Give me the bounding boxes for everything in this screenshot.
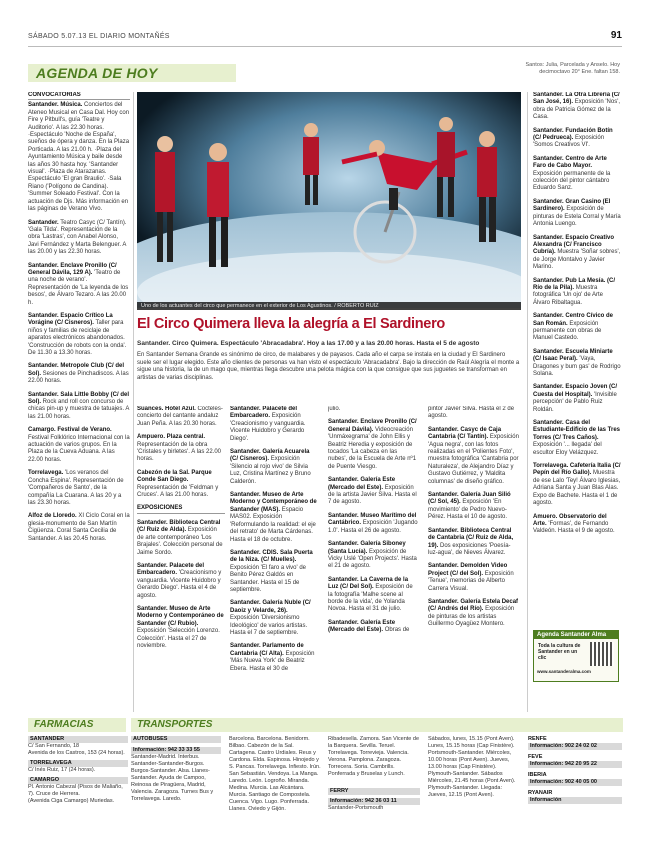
- service-item: IBERIA Información: 902 40 05 00: [528, 772, 622, 786]
- ferry-info: Información: 942 36 03 11: [328, 798, 420, 805]
- section-title: AGENDA DE HOY: [36, 65, 158, 81]
- photo-caption: Uno de los actuantes del circo que permanece en el exterior de Los Agustinos. / ROBERTO RUIZ: [137, 302, 521, 310]
- list-item: Santander. Galería Estela Decaf (C/ Andrés del Río). Exposición de pinturas de los artistas Guillermo Oyagüez Montero.: [428, 598, 519, 628]
- column-3: [230, 406, 318, 712]
- list-item: Santander. Teatro Casyc (C/ Tantín). 'Gala Tilda'. Representación de la obra 'Lastras', con Anabel Alonso, Javi Fernández y Marta Belenguer. A las 20.00 y las 22.30 horas.: [28, 219, 127, 256]
- list-item: Santander. Enclave Pronillo (C/ General Dávila, 129 A). 'Teatro de una noche de verano'. Representación de 'La leyenda de los besos', de Álvaro Tezaro. A las 20.00 h.: [28, 262, 129, 306]
- list-item: Santander. Demolden Video Project (C/ del Sol). Exposición 'Tenue', memorias de Alberto Carrera Visual.: [428, 563, 514, 592]
- column-divider: [133, 92, 134, 712]
- ad-title: Agenda Santander Alma: [534, 631, 618, 639]
- list-item: Santander. Galería Este (Mercado del Este). Exposición de la artista Javier Silva. Hasta el 7 de agosto.: [328, 477, 417, 506]
- column-4: [328, 406, 418, 712]
- column-5: [428, 406, 520, 712]
- service-item: RYANAIR Información: [528, 790, 622, 804]
- list-item: Santander. Música. Conciertos del Ateneo Musical en Casa Dal. Hoy con Fire y Pitbull's, guía 'Teatre y Auditorio'. A las 22.30 horas. ·Espectáculo 'Noche de España', sueños de ópera y danza. En la Plaza Porticada. A las 21.00 h. ·Plaza del Ayuntamiento Música y baile desde las años 30 hasta hoy. 'Santander visual'. ·Plaza de Atarazanas. Espectáculo 'El gran Braulio'. ·Sala Riano ('Polígono de Candina). 'Summer Soleado Festival'. Con la actuación de Djs. Más información en las páginas de Verano Vivo.: [28, 102, 130, 213]
- list-item: Santander. Museo de Arte Moderno y Contemporáneo de Santander (MAS). Espacio MAS02. Exposición 'Reformulando la realidad: el eje del retrato' de Marta Cárdenas. Hasta el 18 de octubre.: [230, 492, 317, 543]
- transportes-col3: [328, 736, 420, 812]
- list-item: Santander. Centro Cívico de San Román. Exposición permanente con obras de Manuel Castedo.: [533, 313, 614, 342]
- list-item: Santander. Espacio Creativo Alexandra (C/ Francisco Cubría). Muestra 'Soñar sobres', de Jorge Montalvo y Javier Marino.: [533, 234, 621, 271]
- transportes-title: TRANSPORTES: [137, 719, 213, 730]
- column-convocatorias: [28, 92, 130, 712]
- list-item: Torrelavega. 'Los veranos del Concha Espina'. Representación de 'Compañeros de Santo', de la compañía La Cuarana. A las 20 y a las 23.30 horas.: [28, 470, 124, 506]
- service-item: RENFE Información: 902 24 02 02: [528, 736, 622, 750]
- column-divider: [527, 92, 528, 712]
- list-item: Santander. Enclave Pronillo (C/ General Dávila). Videocreación 'Unmáxegrama' de John Ellis y Beatriz Heredia y exposición de tocados 'La cabeza en las nubes', de la Escuela de Arte nº1 de Puente Viesgo.: [328, 419, 417, 470]
- list-item: Santander. Palacete del Embarcadero. 'Creacionismo y vanguardia. Vicente Huidobro y Gerardo Diego'. Hasta el 4 de agosto.: [137, 562, 222, 599]
- transportes-col4: [428, 736, 520, 799]
- autobuses-block: [131, 736, 221, 803]
- list-item: Santander. Parlamento de Cantabria (C/ Alta). Exposición 'Más Nueva York' de Beatriz Ebera. Hasta el 30 de: [230, 643, 315, 672]
- list-item: Santander. La Caverna de la Luz (C/ Del Sol). Exposición de la fotografía 'Malhe scene al borde de la vida', de Yolanda Novoa. Hasta el 31 de julio.: [328, 576, 413, 613]
- list-item: Santander. Casa del Estudiante-Edificio de las Tres Torres (C/ Tres Caños). Exposición '... llegada' del escultor Eloy Velázquez.: [533, 420, 621, 456]
- header-rule: [28, 46, 622, 47]
- list-item: Santander. Fundación Botín (C/ Pedrueca). Exposición 'Somos Creativos VI'.: [533, 127, 613, 149]
- farmacia-line: Avenida de los Castros, 153 (24 horas).: [28, 750, 125, 756]
- page-number: 91: [610, 30, 622, 41]
- list-item: pintor Javier Silva. Hasta el 2 de agosto.: [428, 406, 515, 420]
- circus-photo-illustration: [137, 92, 521, 308]
- list-item: Santander. La Otra Librería (C/ San José, 16). Exposición 'Nos', obra de Patricia Gómez de la Casa.: [533, 92, 621, 121]
- list-item: Santander. Escuela Miniarte (C/ Isaac Peral). 'Vaya, Dragones y bum gas' de Rodrigo Solana.: [533, 348, 621, 377]
- list-item: Santander. Galería Acuarela (C/ Cisneros). Exposición 'Silencio al rojo vivo' de Silvia Luz, Cristina Martínez y Bruno Calderón.: [230, 449, 311, 485]
- list-item: Camargo. Festival de Verano. Festival Folklórico Internacional con la actuación de varios grupos. En la Plaza de la Cueva Aduana. A las 22.00 horas.: [28, 427, 130, 463]
- feature-body: En Santander Semana Grande es sinónimo de circo, de malabares y de payasos. Cada año el carpa se instala en la ciudad y El Sardinero suele ser el lugar elegido. Este año clientes de personas va han visto el espectáculo 'Abracadabra'. Bajo la dirección de Raúl Alegría el monte a sigue una historia, la de un mago que, mientras llega descubre una pelota mágica con la que consigue que sus juguetes se transforman en artistas de varias disciplinas.: [137, 352, 520, 381]
- transportes-services: [528, 736, 622, 804]
- list-item: Suances. Hotel Azul. Cocteles-concierto del cantante andaluz Juan Peña. A las 20.30 horas.: [137, 406, 223, 427]
- autobuses-info: Información: 942 33 33 55: [131, 747, 221, 754]
- list-item: Ampuero. Plaza central. Representación de la obra 'Cristales y birletes'. A las 22.00 horas.: [137, 434, 221, 463]
- list-item: Santander. Sala Little Bobby (C/ del Sol). Rock and roll con concurso de chicas pin-up y muestra de tatuajes. A las 21.00 horas.: [28, 391, 130, 420]
- list-item: Santander. Galería Juan Silió (C/ Sol, 45). Exposición 'En movimiento' de Pedro Nuevo-Pérez. Hasta el 10 de agosto.: [428, 492, 511, 521]
- list-item: Santander. Espacio Joven (C/ Cuesta del Hospital). 'Invisible percepción' de Pablo Ruiz Roldán.: [533, 384, 618, 413]
- header-date: SÁBADO 5.07.13 EL DIARIO MONTAÑÉS: [28, 33, 170, 40]
- column-2: [137, 406, 225, 712]
- ad-text: Toda la cultura de Santander en un clic: [538, 643, 581, 661]
- list-item: Torrelavega. Cafetería Italia (C/ Pepín del Río Gallo). Muestra de ese Lalo 'Tey! Álvaro Iglesias, Adriana Santa y Juan Blas Alas. Expo de Bachete. Hasta el 1 de agosto.: [533, 463, 621, 507]
- list-item: Santander. Museo de Arte Moderno y Contemporáneo de Santander (C/ Rubio). Exposición 'Selección Lorenzo. Colección'. Hasta el 27 de noviembre.: [137, 605, 224, 649]
- farmacia-line: Pl. Antonio Cabezal (Pisos de Maliaño, 7). Cruce de Herrera.: [28, 784, 123, 797]
- convocatorias-heading: CONVOCATORIAS: [28, 92, 130, 100]
- transport-routes: Barcelona. Barcelona. Benidorm. Bilbao. Cabezón de la Sal. Cartagena. Castro Urdiales. Reus y Cardona. Elda. Espinosa. Hinojedo y S. Pancas. Torrelavega. Infiesto. Irún. San Sebastián. Vendoya. La Manga. Laredo. León. Logroño. Miranda. Medina. Murcia. Las Alcántara. Murcia. Santiago de Compostela. Cuenca. Vigo. Lugo. Ponferrada. Llanes. Oviedo y Gijón.: [229, 736, 321, 812]
- transport-routes: Ribadesella. Zamora. San Vicente de la Barquera. Sevilla. Teruel. Torrelavega. Torrevieja. Valencia. Verona. Pamplona. Zaragoza. Torrecera. Soria. Cambrills. Ponferrada y Bruselas y Lunch.: [328, 736, 420, 777]
- farmacia-line: C/ San Fernando, 18: [28, 743, 80, 749]
- list-item: Santander. Casyc de Caja Cantabria (C/ Tantín). Exposición 'Agua negra', con las fotos realizadas en el 'Polientes Foto', muestra fotográfica 'Cantabria por Naturaleza', de Alejandro Díaz y Gustavo Gutiérrez, y 'Maldita columnas' de diseño gráfico.: [428, 426, 519, 485]
- list-item: Santander. Galería Nuble (C/ Daoiz y Velarde, 26). Exposición 'Diversionismo Ideológico' de varios artistas. Hasta el 7 de septiembre.: [230, 600, 311, 636]
- ad-url[interactable]: www.santanderalma.com: [537, 669, 591, 674]
- page-header: [28, 32, 622, 44]
- list-item: Santander. Biblioteca Central de Cantabria (C/ Ruiz de Alda, 19). Dos exposiciones 'Poesía-luz-agua', de Nieves Álvarez.: [428, 527, 514, 556]
- ferry-label: FERRY: [328, 788, 420, 795]
- saints-of-day: Santos: Julia, Parcelada y Anselo. Hoy decimoctavo 20° Ene. faltan 158.: [525, 62, 620, 75]
- service-item: FEVE Información: 942 20 95 22: [528, 754, 622, 768]
- feature-headline: El Circo Quimera lleva la alegría a El Sardinero: [137, 316, 445, 332]
- farmacia-place: SANTANDER: [28, 736, 128, 743]
- farmacias-banner: [28, 718, 126, 732]
- farmacia-place: CAMARGO: [28, 777, 128, 784]
- circus-photo: [137, 92, 521, 308]
- column-6: [533, 92, 621, 624]
- list-item: Santander. Centro de Arte Faro de Cabo Mayor. Exposición permanente de la colección del pintor cántabro Eduardo Sanz.: [533, 155, 611, 192]
- ferry-schedule: Sábados, lunes, 15.15 (Pont Aven). Lunes, 15.15 horas (Cap Finistère). Portsmouth-Santander. Miércoles, 10.00 horas (Pont Aven). Jueves, 13.00 horas (Cap Finistère). Plymouth-Santander. Sábados Miércoles, 21.45 horas (Pont Aven). Plymouth-Santander. Llegada: Jueves, 12.15 (Pont Aven).: [428, 736, 516, 798]
- list-item: Santander. Museo Marítimo del Cantábrico. Exposición 'Jugando 1.0'. Hasta el 26 de agosto.: [328, 512, 418, 534]
- qr-code-icon: [590, 642, 614, 666]
- feature-lead: Santander. Circo Quimera. Espectáculo 'Abracadabra'. Hoy a las 17.00 y a las 20.00 horas. Hasta el 5 de agosto: [137, 340, 480, 347]
- section-banner: [28, 64, 236, 82]
- farmacias-list: [28, 736, 128, 805]
- list-item: Santander. Pub La Mesía. (C/ Río de la Pila). Muestra fotográfica 'Un ojo' de Arte Álvaro Ribaltagua.: [533, 277, 616, 306]
- list-item: Cabezón de la Sal. Parque Conde San Diego. Representación de 'Feldman y Cruces'. A las 21.00 horas.: [137, 469, 219, 499]
- farmacia-line: (Avenida Ciga Camargo) Muriedas.: [28, 798, 115, 804]
- exposiciones-heading: EXPOSICIONES: [137, 505, 225, 513]
- farmacia-place: TORRELAVEGA: [28, 760, 128, 767]
- list-item: Santander. Palacete del Embarcadero. Exposición 'Creacionismo y vanguardia. Vicente Huidobro y Gerardo Diego'.: [230, 406, 306, 442]
- list-item: Santander. Espacio Crítico La Vorágine (C/ Cisneros). Taller para niños y familias de reciclaje de aparatos electrónicos abandonados. 'Construcción de robots con la onda'. De 11.30 a 13.30 horas.: [28, 312, 127, 356]
- farmacia-line: C/ Inés Ruiz, 17 (24 horas).: [28, 767, 96, 773]
- transportes-banner: [131, 718, 623, 732]
- agenda-ad[interactable]: [533, 630, 619, 682]
- list-item: Amuero. Observatorio del Arte. 'Formas', de Fernando Valdeón. Hasta el 9 de agosto.: [533, 513, 615, 535]
- autobuses-label: AUTOBUSES: [131, 736, 221, 743]
- list-item: Alfoz de Lloredo. XI Ciclo Coral en la glesia-monumento de San Martín Cigüenza. Coral Santa Cecilia de Santander. A las 20.45 horas.: [28, 513, 130, 542]
- list-item: Santander. Gran Casino (El Sardinero). Exposición de pinturas de Estela Corral y María Antonia Luengo.: [533, 198, 621, 228]
- list-item: Santander. CDIS. Sala Puerta de la Niza. (C/ Muelles). Exposición 'El faro a vivo' de Benito Pérez Galdós en Santander. Hasta el 15 de septiembre.: [230, 549, 313, 593]
- list-item: Santander. Biblioteca Central (C/ Ruiz de Alda). Exposición de arte contemporáneo 'Los Brajales'. Colección personal de Jaime Sordo.: [137, 519, 223, 556]
- farmacias-title: FARMACIAS: [34, 719, 94, 730]
- list-item: Santander. Metropole Club (C/ del Sol). Sesiones de Pinchadiscos. A las 22.00 horas.: [28, 363, 129, 385]
- transportes-col2: [229, 736, 321, 813]
- list-item: Santander. Galería Siboney (Santa Lucía). Exposición de Vicky Uslé 'Open Projects'. Hasta el 21 de agosto.: [328, 541, 417, 570]
- list-item: julio.: [328, 406, 341, 412]
- list-item: Santander. Galería Este (Mercado del Este). Obras de: [328, 619, 410, 634]
- ferry-text: Santander-Portsmouth: [328, 805, 384, 811]
- autobuses-text: Santander-Madrid. Interbus. Santander-Santander-Burgos. Burgos-Santander. Alsa. Llanes-Santander. Ayuda de Campoo, Reinosa de Piragüera, Madrid, Valencia. Zaragoza. Turnes Bus y Torrelavega. Laredo.: [131, 754, 214, 802]
